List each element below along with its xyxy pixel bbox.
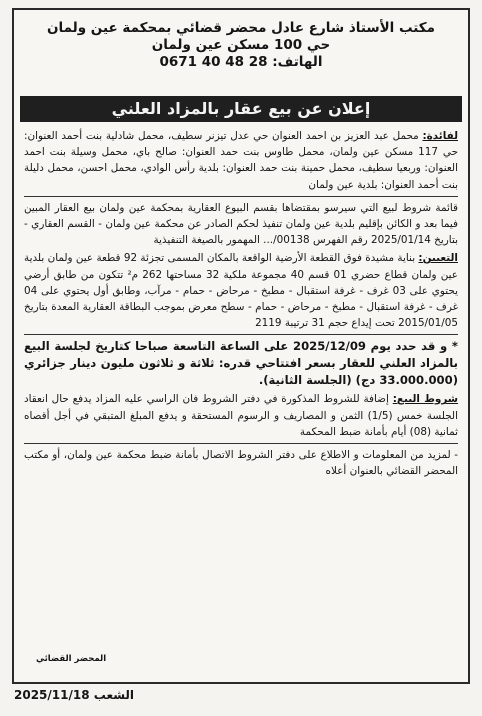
session-paragraph: * و قد حدد يوم 2025/12/09 على الساعة التاسعة صباحا كتاريخ لجلسة البيع بالمزاد العلني للعقار بسعر افتتاحي قدره: ثلاثة و ثلاثون مليون دينار جزائري (33.000.000 دج) (الجلسة الثانية). — [24, 339, 458, 388]
beneficiary-paragraph — [24, 128, 458, 193]
designation-paragraph — [24, 250, 458, 331]
bailiff-signature: المحضر القضائي — [36, 654, 107, 664]
sale-conditions-paragraph — [24, 391, 458, 440]
designation-text: بناية مشيدة فوق القطعة الأرضية الواقعة بالمكان المسمى تجزئة 92 قطعة عين ولمان بلدية عين ولمان قطاع حضري 01 قسم 40 مجموعة ملكية 32 مساحتها 262 م² تتكون من طابق أرضي يحتوي على 03 غرف - غرفة استقبال - مطبخ - مرحاض - حمام - مرآب، وطابق أول يحتوي على 04 غرف - غرفة استقبال - مطبخ - مرحاض - حمام - سطح معرض بموجب البطاقة العقارية المعدة بتاريخ 2015/01/05 تحت إيداع حجم 31 ترتيبة 2119 — [24, 252, 458, 330]
designation-label: التعيين: — [418, 252, 458, 265]
divider — [24, 443, 458, 444]
office-line: مكتب الأستاذ شارع عادل محضر قضائي بمحكمة عين ولمان — [47, 20, 435, 36]
sale-conditions-label: شروط البيع: — [392, 393, 459, 406]
address-line: حي 100 مسكن عين ولمان — [151, 37, 331, 53]
divider — [24, 196, 458, 197]
info-paragraph: - لمزيد من المعلومات و الاطلاع على دفتر الشروط الاتصال بأمانة ضبط محكمة عين ولمان، أو مكتب المحضر القضائي بالعنوان أعلاه — [24, 449, 458, 478]
announcement-frame — [12, 8, 470, 684]
announcement-body — [24, 128, 458, 481]
sale-conditions-text: إضافة للشروط المذكورة في دفتر الشروط فان الراسي عليه المزاد يدفع حال انعقاد الجلسة خمس (1/5) الثمن و المصاريف و الرسوم المستحقة و يدفع المبلغ المتبقي في أجل أقصاه ثمانية (08) أيام بأمانة ضبط المحكمة — [24, 393, 458, 438]
announcement-title: إعلان عن بيع عقار بالمزاد العلني — [20, 96, 462, 122]
publication-footer: الشعب 2025/11/18 — [14, 688, 135, 702]
office-header — [14, 20, 468, 71]
phone-label: الهاتف: — [272, 54, 323, 70]
beneficiary-label: لفائدة: — [422, 130, 458, 142]
phone-line — [14, 54, 468, 71]
conditions-list-paragraph: قائمة شروط لبيع التي سيرسو بمقتضاها بقسم البيوع العقارية بمحكمة عين ولمان بيع العقار المبين فيما بعد و الكائن بإقليم بلدية عين ولمان تنفيذ لحكم الصادر عن محكمة عين ولمان - القسم العقاري - بتاريخ 2025/01/14 رقم الفهرس 00138/... المهمور بالصيغة التنفيذية — [24, 201, 458, 247]
divider — [24, 334, 458, 335]
phone-number: 0671 40 48 28 — [159, 54, 268, 70]
beneficiary-text: محمل عبد العزيز بن احمد العنوان حي عدل تيزنر سطيف، محمل شادلية بنت أحمد العنوان: حي 117 مسكن عين ولمان، محمل طاوس بنت حمد العنوان: صالح باي، محمل وسيلة بنت احمد العنوان: وربعيا سطيف، محمل حمينة بنت حمد العنوان: بلدية رأس الوادي، محمل احسن، محمل دليلة بنت أحمد العنوان: بلدية عين ولمان — [24, 130, 458, 191]
